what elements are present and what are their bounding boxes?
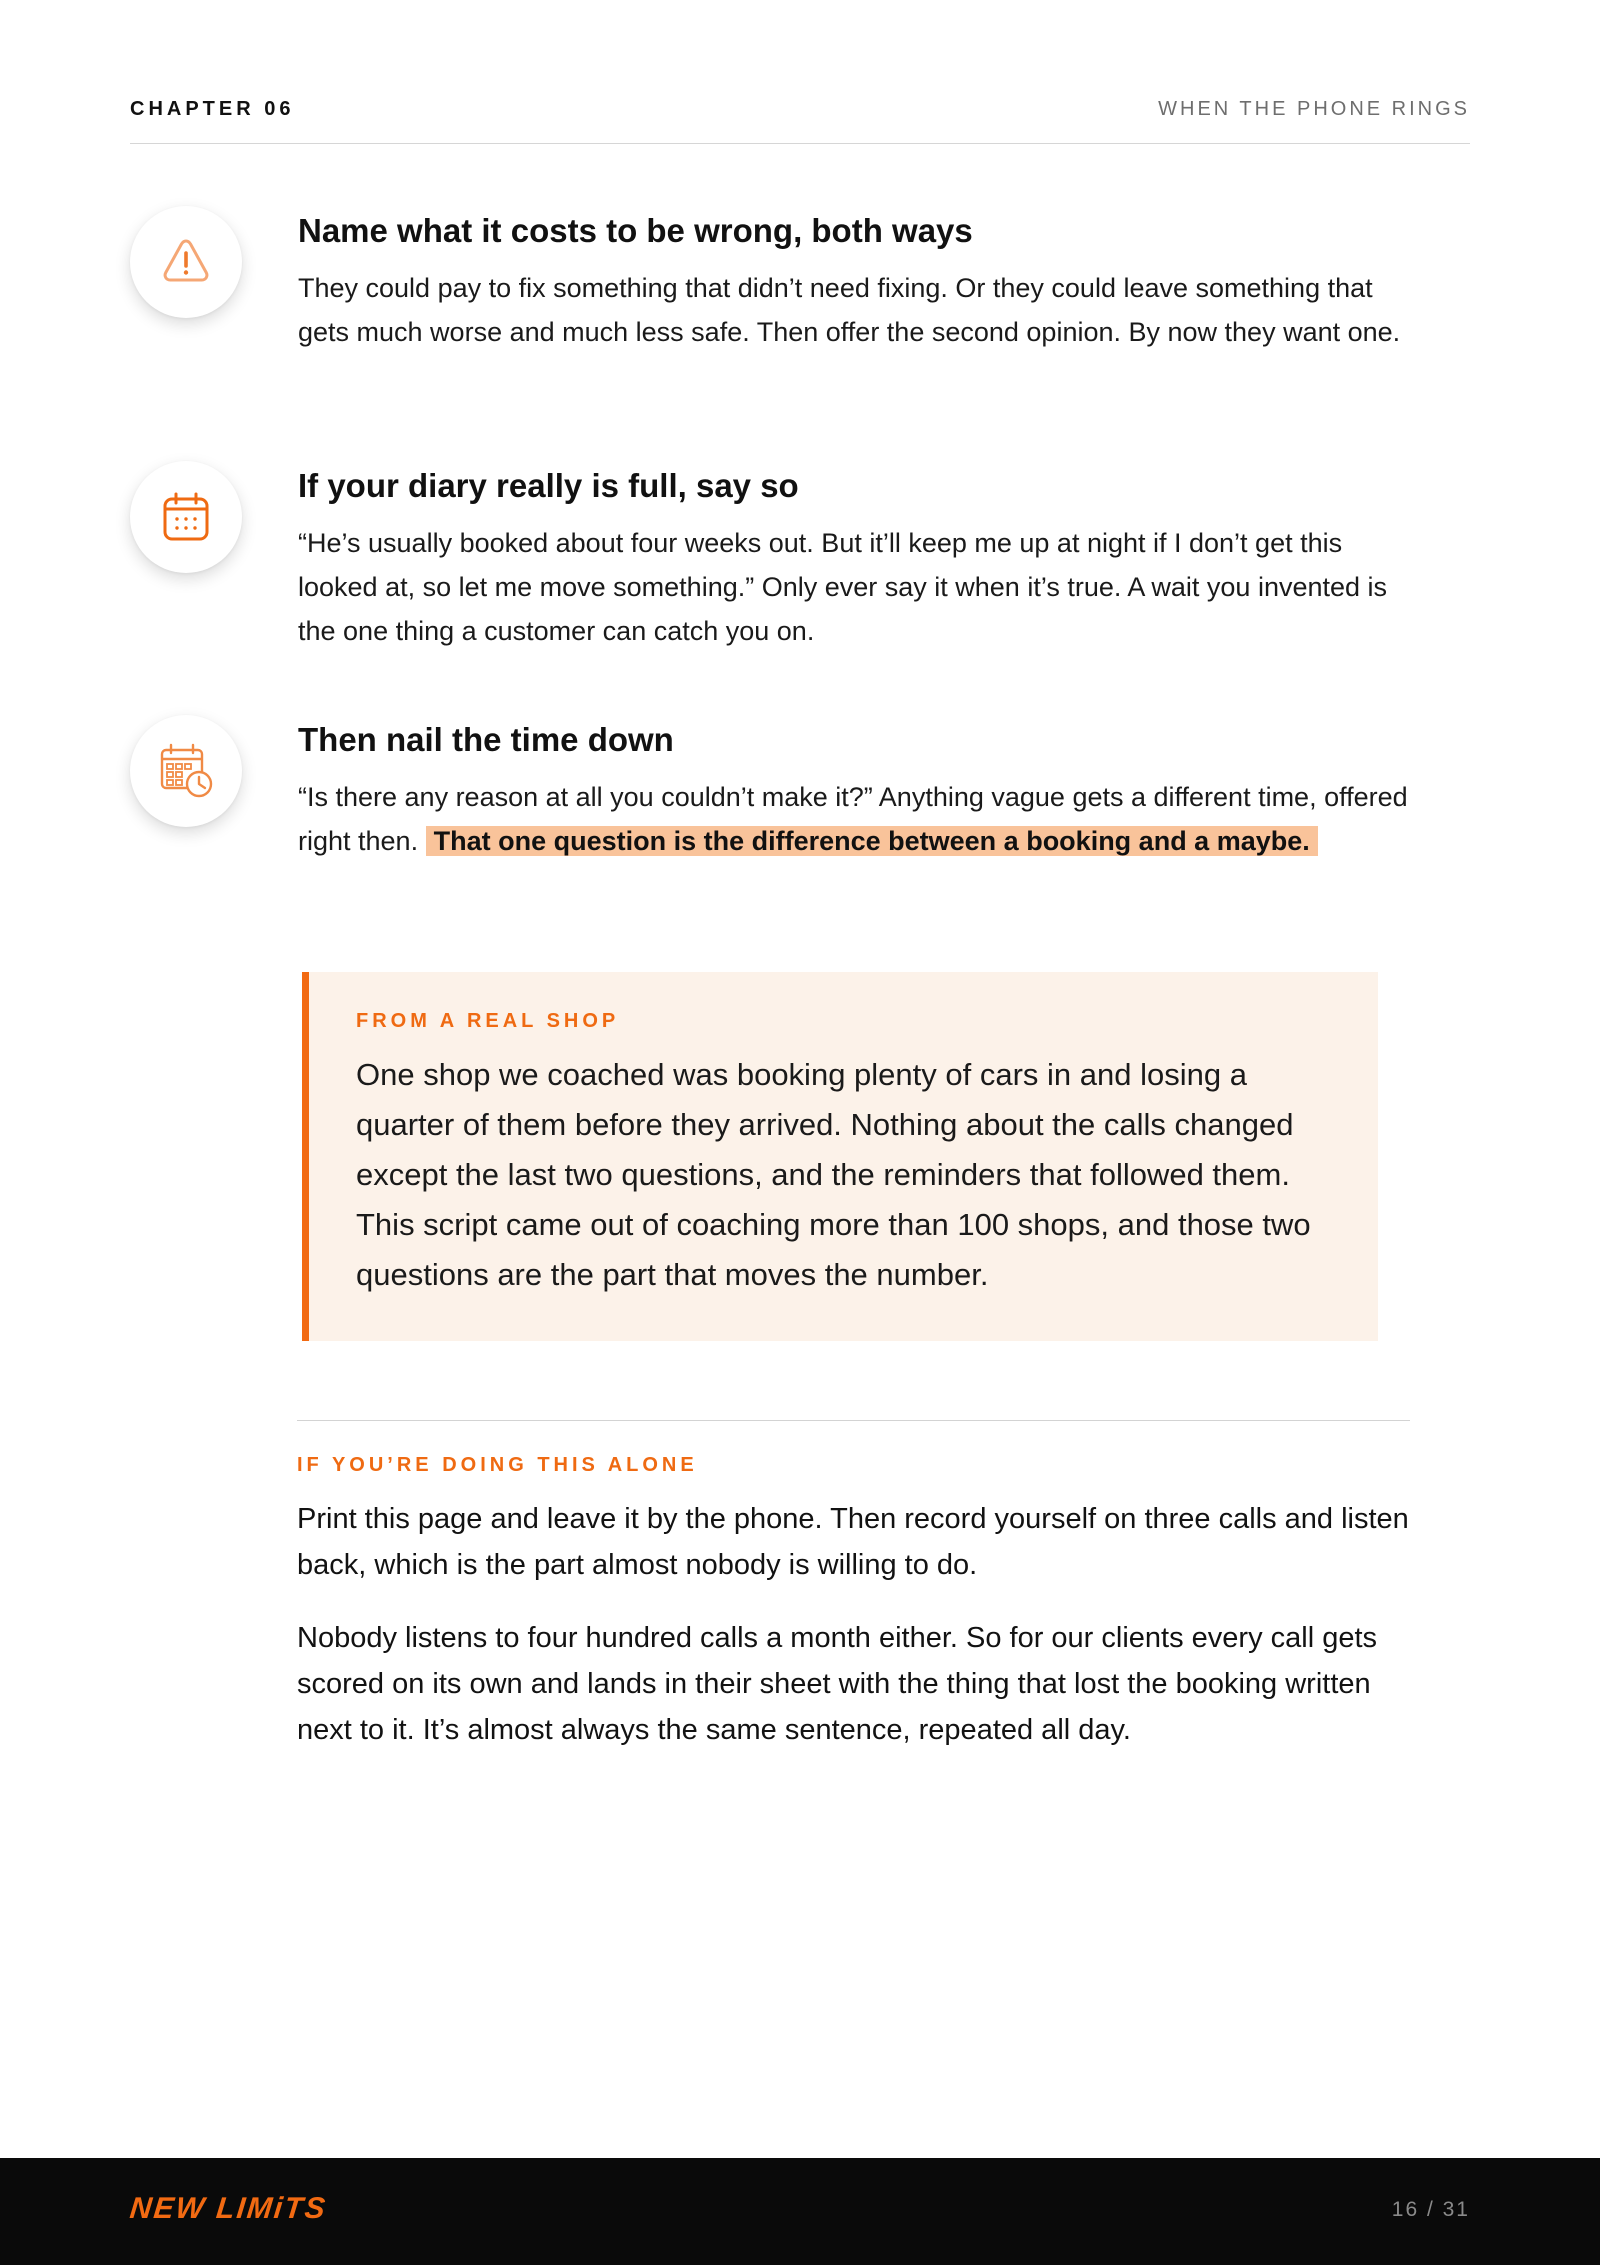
step-text: They could pay to fix something that didn’t need fixing. Or they could leave something that gets much worse and much less safe. Then offer the second opinion. By now they want one. [298,273,1401,347]
step-body [298,206,1410,354]
paragraph: Print this page and leave it by the phone. Then record yourself on three calls and listen back, which is the part almost nobody is willing to do. [297,1503,1409,1581]
step-text-lead: “Is there any reason at all you couldn’t make it?” Anything vague gets a different time, offered right then. [298,782,1408,856]
section-divider [297,1420,1410,1421]
step-title: Then nail the time down [298,721,674,758]
step-text [298,775,1410,863]
real-shop-callout [302,972,1378,1341]
step-text: “He’s usually booked about four weeks out. But it’ll keep me up at night if I don’t get this looked at, so let me move something.” Only ever say it when it’s true. A wait you invented is the one thing a customer can catch you on. [298,528,1388,646]
warning-triangle-icon [130,206,242,318]
step-title: Name what it costs to be wrong, both ways [298,212,973,249]
key-highlight: That one question is the difference between a booking and a maybe. [426,826,1318,856]
page-header [130,96,1470,144]
page-footer [0,2158,1600,2265]
doing-this-alone-section [297,1450,1417,1753]
calendar-clock-icon [130,715,242,827]
step-body [298,461,1410,653]
page-number: 16 / 31 [1391,2198,1470,2221]
section-label: IF YOU’RE DOING THIS ALONE [297,1454,698,1476]
step-title: If your diary really is full, say so [298,467,799,504]
calendar-icon [130,461,242,573]
callout-text: One shop we coached was booking plenty of cars in and losing a quarter of them before they arrived. Nothing about the calls changed except the last two questions, and the reminders that followed them. This script came out of coaching more than 100 shops, and those two questions are the part that moves the number. [356,1057,1311,1292]
callout-label: FROM A REAL SHOP [356,1010,620,1032]
running-title: WHEN THE PHONE RINGS [1158,98,1470,120]
brand-logo: NEW LIMiTS [128,2192,329,2225]
step-body [298,715,1410,863]
chapter-label: CHAPTER 06 [130,98,295,120]
paragraph: Nobody listens to four hundred calls a month either. So for our clients every call gets scored on its own and lands in their sheet with the thing that lost the booking written next to it. It’s almost always the same sentence, repeated all day. [297,1622,1378,1746]
